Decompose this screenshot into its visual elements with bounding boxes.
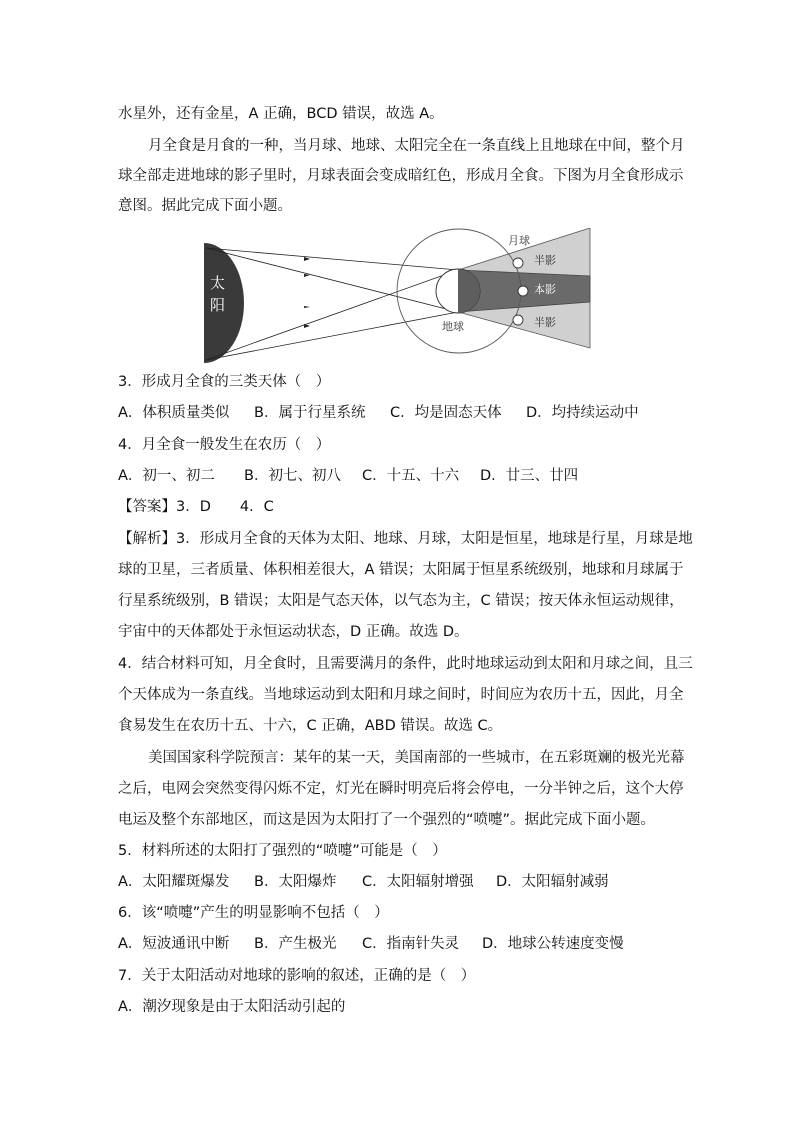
passage-line: 美国国家科学院预言：某年的某一天，美国南部的一些城市，在五彩斑斓的极光光幕 (148, 750, 685, 766)
moon-middle (518, 286, 528, 296)
q6-option-d: D．地球公转速度变慢 (482, 936, 624, 952)
answer-line: 【答案】3．D 4．C (118, 499, 274, 515)
explanation-line: 行星系统级别，B 错误；太阳是气态天体，以气态为主，C 错误；按天体永恒运动规律， (118, 593, 684, 609)
moon-top (513, 258, 523, 268)
question-4: 4．月全食一般发生在农历（ ） (118, 437, 331, 453)
q6-option-a: A．短波通讯中断 (118, 936, 230, 952)
explanation-line: 宇宙中的天体都处于永恒运动状态，D 正确。故选 D。 (118, 624, 469, 640)
q4-option-a: A．初一、初二 (118, 468, 215, 484)
question-5: 5．材料所述的太阳打了强烈的“喷嚏”可能是（ ） (118, 843, 447, 859)
explanation-line: 【解析】3．形成月全食的天体为太阳、地球、月球，太阳是恒星，地球是行星，月球是地 (118, 531, 693, 547)
q3-option-d: D．均持续运动中 (526, 405, 639, 421)
q3-option-b: B．属于行星系统 (254, 405, 366, 421)
penumbra-label: 半影 (534, 254, 556, 267)
q3-option-a: A．体积质量类似 (118, 405, 230, 421)
text-line: 水星外，还有金星，A 正确，BCD 错误，故选 A。 (118, 106, 444, 122)
q4-option-c: C．十五、十六 (362, 468, 460, 484)
moon-label: 月球 (508, 234, 530, 247)
penumbra-label: 半影 (534, 316, 556, 329)
question-6: 6．该“喷嚏”产生的明显影响不包括（ ） (118, 905, 389, 921)
text-line: 意图。据此完成下面小题。 (118, 198, 292, 214)
moon-bottom (513, 315, 523, 325)
sun-label: 太 (210, 274, 226, 292)
text-line: 月全食是月食的一种，当月球、地球、太阳完全在一条直线上且地球在中间，整个月 (148, 138, 685, 154)
q4-option-d: D．廿三、廿四 (480, 468, 579, 484)
question-7: 7．关于太阳活动对地球的影响的叙述，正确的是（ ） (118, 968, 476, 984)
q5-option-a: A．太阳耀斑爆发 (118, 874, 230, 890)
explanation-line: 个天体成为一条直线。当地球运动到太阳和月球之间时，时间应为农历十五，因此，月全 (118, 687, 684, 703)
q5-option-b: B．太阳爆炸 (254, 874, 337, 890)
umbra-label: 本影 (534, 283, 556, 296)
q5-option-c: C．太阳辐射增强 (362, 874, 474, 890)
explanation-line: 食易发生在农历十五、十六，C 正确，ABD 错误。故选 C。 (118, 718, 503, 734)
sun-label: 阳 (210, 296, 226, 314)
q7-option-a: A．潮汐现象是由于太阳活动引起的 (118, 999, 346, 1015)
q3-option-c: C．均是固态天体 (390, 405, 502, 421)
q6-option-b: B．产生极光 (254, 936, 337, 952)
earth-label: 地球 (442, 320, 464, 333)
q4-option-b: B．初七、初八 (244, 468, 341, 484)
question-3: 3．形成月全食的三类天体（ ） (118, 374, 331, 390)
passage-line: 之后，电网会突然变得闪烁不定，灯光在瞬时明亮后将会停电，一分半钟之后，这个大停 (118, 781, 684, 797)
explanation-line: 球的卫星，三者质量、体积相差很大，A 错误；太阳属于恒星系统级别，地球和月球属于 (118, 562, 684, 578)
explanation-line: 4．结合材料可知，月全食时，且需要满月的条件，此时地球运动到太阳和月球之间，且三 (118, 656, 693, 672)
q5-option-d: D．太阳辐射减弱 (496, 874, 609, 890)
text-line: 球全部走进地球的影子里时，月球表面会变成暗红色，形成月全食。下图为月全食形成示 (118, 168, 684, 184)
lunar-eclipse-diagram (204, 228, 592, 368)
passage-line: 电运及整个东部地区，而这是因为太阳打了一个强烈的“喷嚏”。据此完成下面小题。 (118, 812, 656, 828)
q6-option-c: C．指南针失灵 (362, 936, 460, 952)
